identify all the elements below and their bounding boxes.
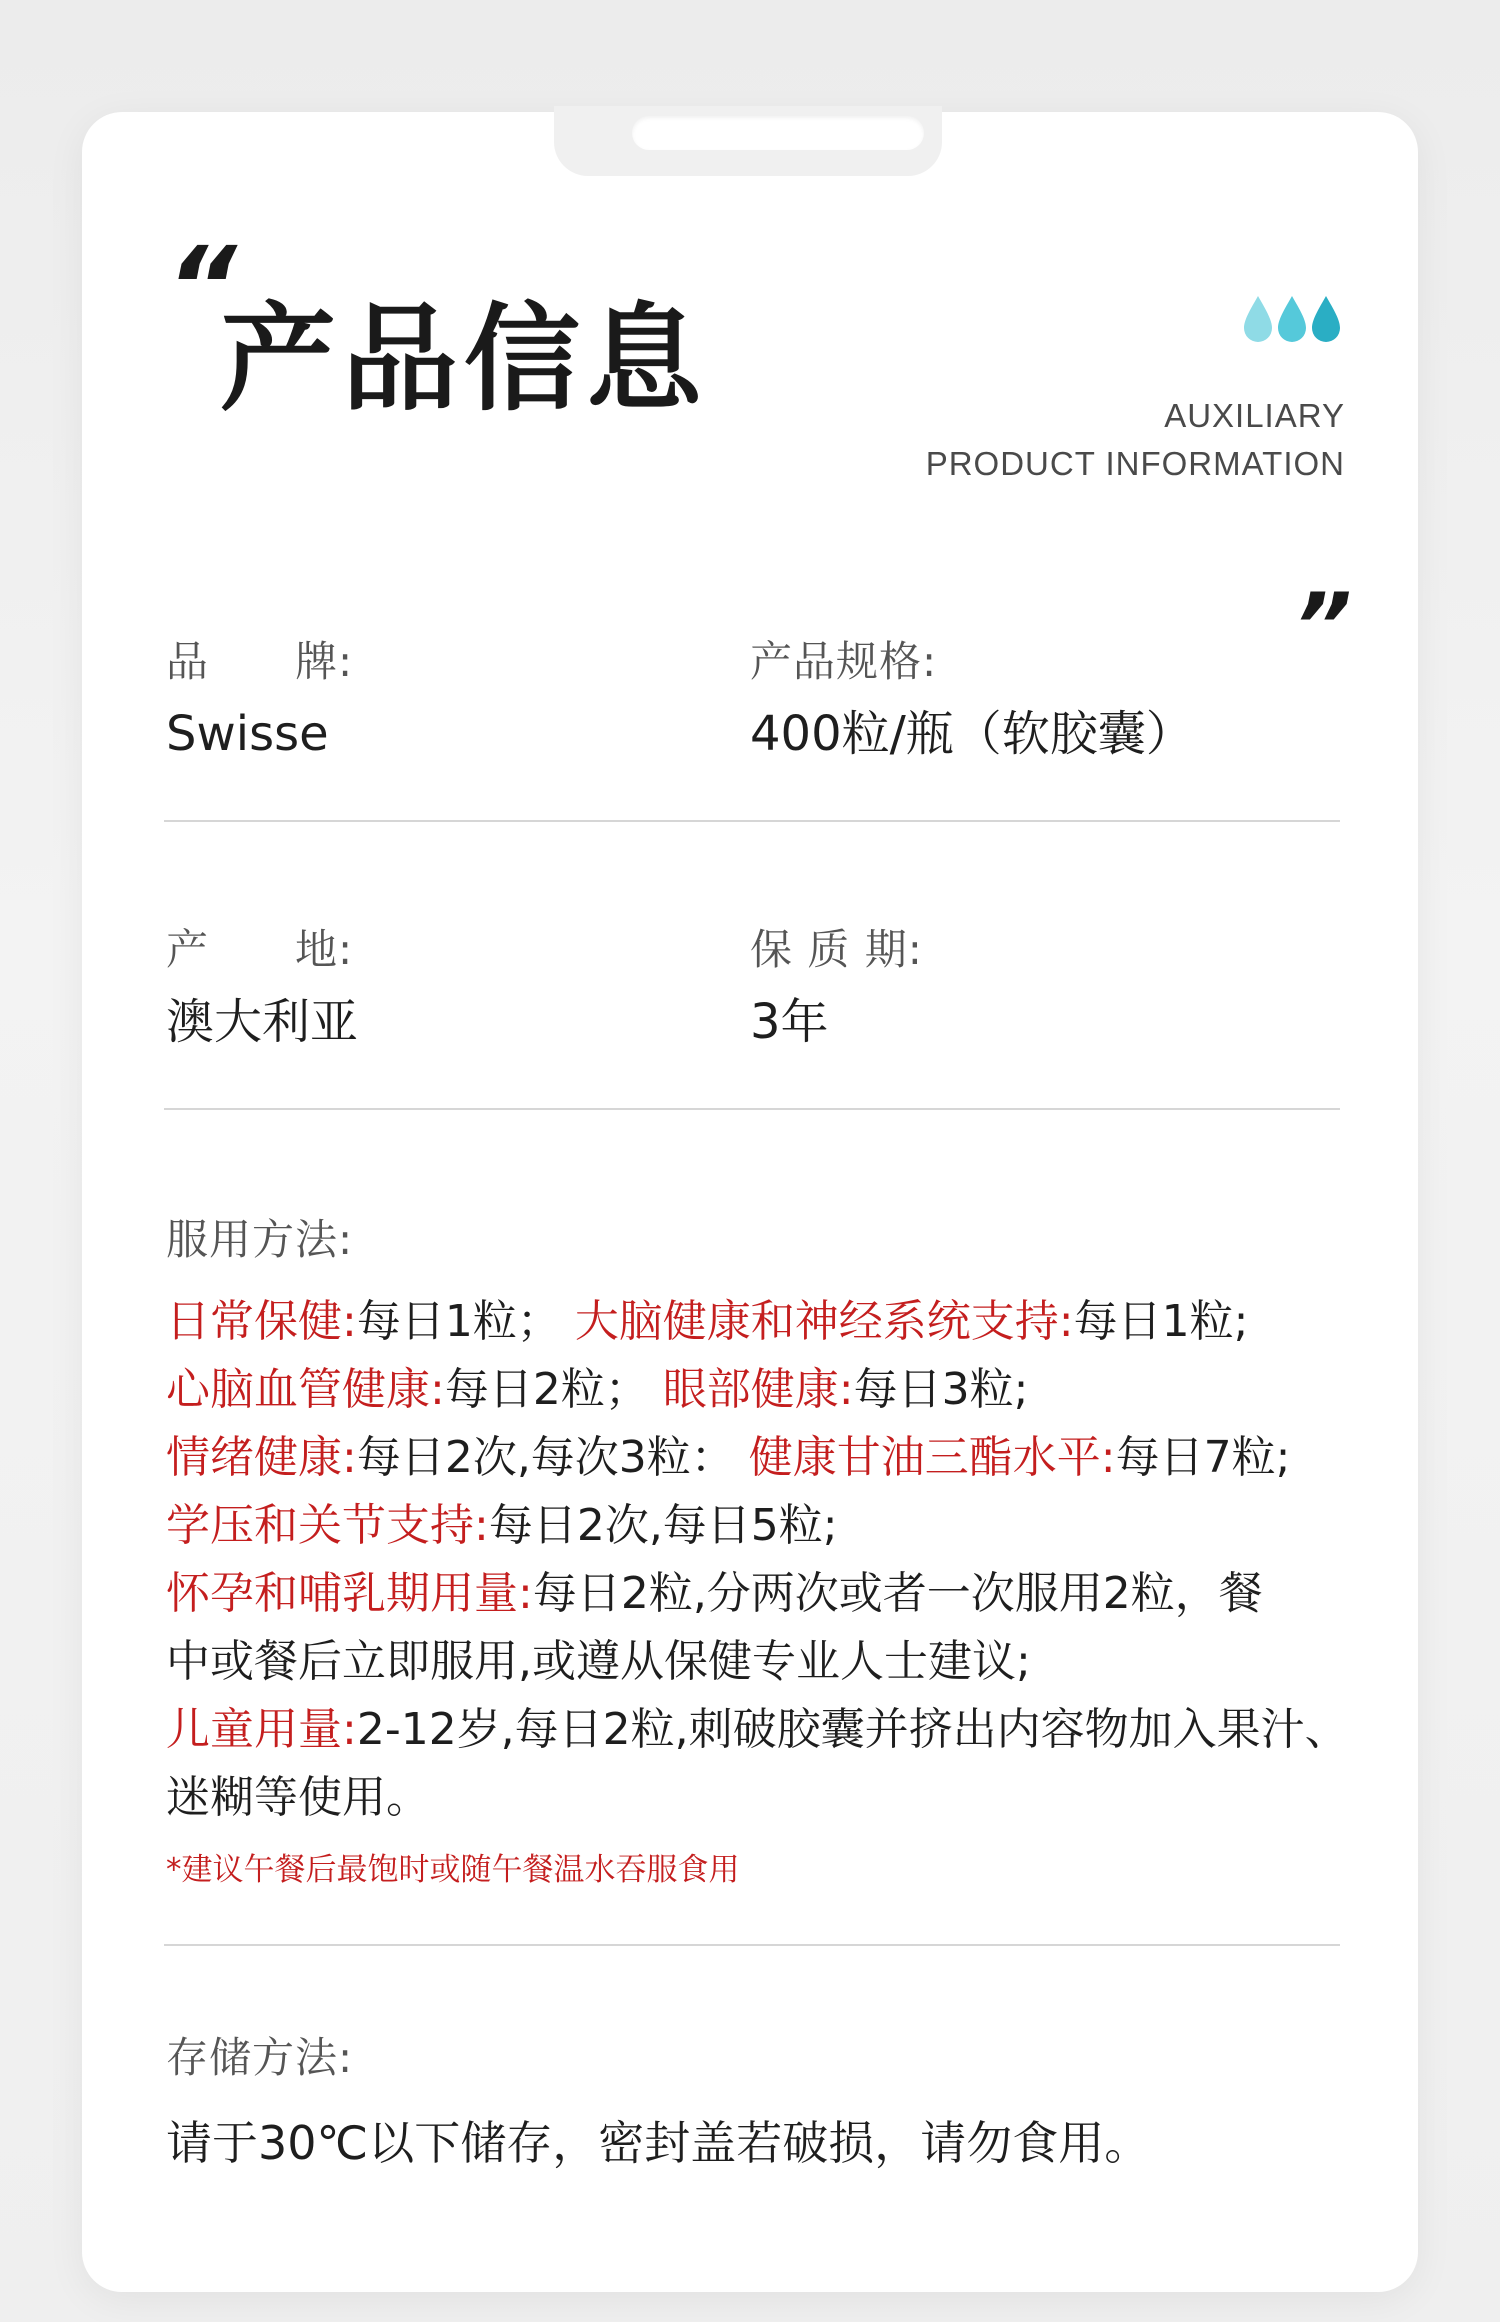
- usage-lines: [166, 1288, 1376, 1832]
- usage-dosage: 每日2次,每次3粒：: [356, 1432, 749, 1483]
- usage-line: [166, 1764, 1376, 1832]
- drop-icon: [1278, 296, 1306, 342]
- subtitle-line-1: AUXILIARY: [1164, 397, 1345, 434]
- hanger-slot: [632, 116, 924, 150]
- usage-line: [166, 1356, 1376, 1424]
- divider: [164, 1944, 1340, 1946]
- brand-label: 品 牌:: [166, 637, 354, 686]
- shelf-life-label: 保 质 期:: [750, 925, 923, 974]
- usage-dosage: 中或餐后立即服用,或遵从保健专业人士建议;: [166, 1636, 1031, 1687]
- storage-text: 请于30℃以下储存，密封盖若破损，请勿食用。: [166, 2116, 1151, 2170]
- usage-category: 儿童用量:: [166, 1704, 357, 1755]
- origin-field: [166, 920, 358, 1060]
- usage-line: [166, 1288, 1376, 1356]
- spec-value: 400粒/瓶（软胶囊）: [750, 706, 1194, 762]
- card-hanger-notch: [554, 106, 942, 176]
- usage-note: *建议午餐后最饱时或随午餐温水吞服食用: [166, 1852, 740, 1888]
- usage-dosage: 2-12岁,每日2粒,刺破胶囊并挤出内容物加入果汁、: [356, 1704, 1349, 1755]
- origin-label: 产 地:: [166, 925, 354, 974]
- usage-instructions: [166, 1288, 1376, 1898]
- usage-category: 心脑血管健康:: [166, 1364, 445, 1415]
- usage-dosage: 每日2粒,分两次或者一次服用2粒，餐: [532, 1568, 1263, 1619]
- water-drops-icon: [1244, 290, 1344, 346]
- usage-category: 健康甘油三酯水平:: [748, 1432, 1116, 1483]
- usage-category: 情绪健康:: [166, 1432, 357, 1483]
- usage-dosage: 每日2次,每日5粒;: [488, 1500, 838, 1551]
- drop-icon: [1244, 296, 1272, 342]
- divider: [164, 820, 1340, 822]
- storage-label: 存储方法:: [166, 2033, 354, 2082]
- usage-line: [166, 1696, 1376, 1764]
- english-subtitle: [926, 392, 1345, 488]
- product-info-card: [82, 112, 1418, 2292]
- usage-dosage: 每日7粒;: [1115, 1432, 1291, 1483]
- brand-field: [166, 632, 353, 772]
- close-quote-mark: ”: [1294, 574, 1352, 679]
- usage-category: 学压和关节支持:: [166, 1500, 489, 1551]
- usage-dosage: 迷糊等使用。: [166, 1772, 430, 1823]
- spec-label: 产品规格:: [750, 637, 938, 686]
- usage-dosage: 每日3粒;: [853, 1364, 1029, 1415]
- usage-category: 大脑健康和神经系统支持:: [574, 1296, 1074, 1347]
- origin-value: 澳大利亚: [166, 994, 359, 1050]
- usage-category: 眼部健康:: [662, 1364, 854, 1415]
- subtitle-line-2: PRODUCT INFORMATION: [925, 445, 1345, 482]
- shelf-life-field: [750, 920, 923, 1060]
- drop-icon: [1312, 296, 1340, 342]
- usage-line: [166, 1424, 1376, 1492]
- usage-category: 日常保健:: [166, 1296, 357, 1347]
- divider: [164, 1108, 1340, 1110]
- usage-line: [166, 1628, 1376, 1696]
- page-title: 产品信息: [220, 292, 708, 427]
- usage-label: 服用方法:: [166, 1215, 354, 1264]
- shelf-life-value: 3年: [750, 994, 829, 1050]
- usage-line: [166, 1492, 1376, 1560]
- open-quote-mark: “: [166, 223, 237, 351]
- usage-dosage: 每日1粒；: [356, 1296, 575, 1347]
- usage-line: [166, 1560, 1376, 1628]
- spec-field: [750, 632, 1194, 772]
- usage-category: 怀孕和哺乳期用量:: [166, 1568, 533, 1619]
- brand-value: Swisse: [166, 706, 329, 762]
- usage-dosage: 每日2粒；: [444, 1364, 663, 1415]
- usage-dosage: 每日1粒;: [1073, 1296, 1249, 1347]
